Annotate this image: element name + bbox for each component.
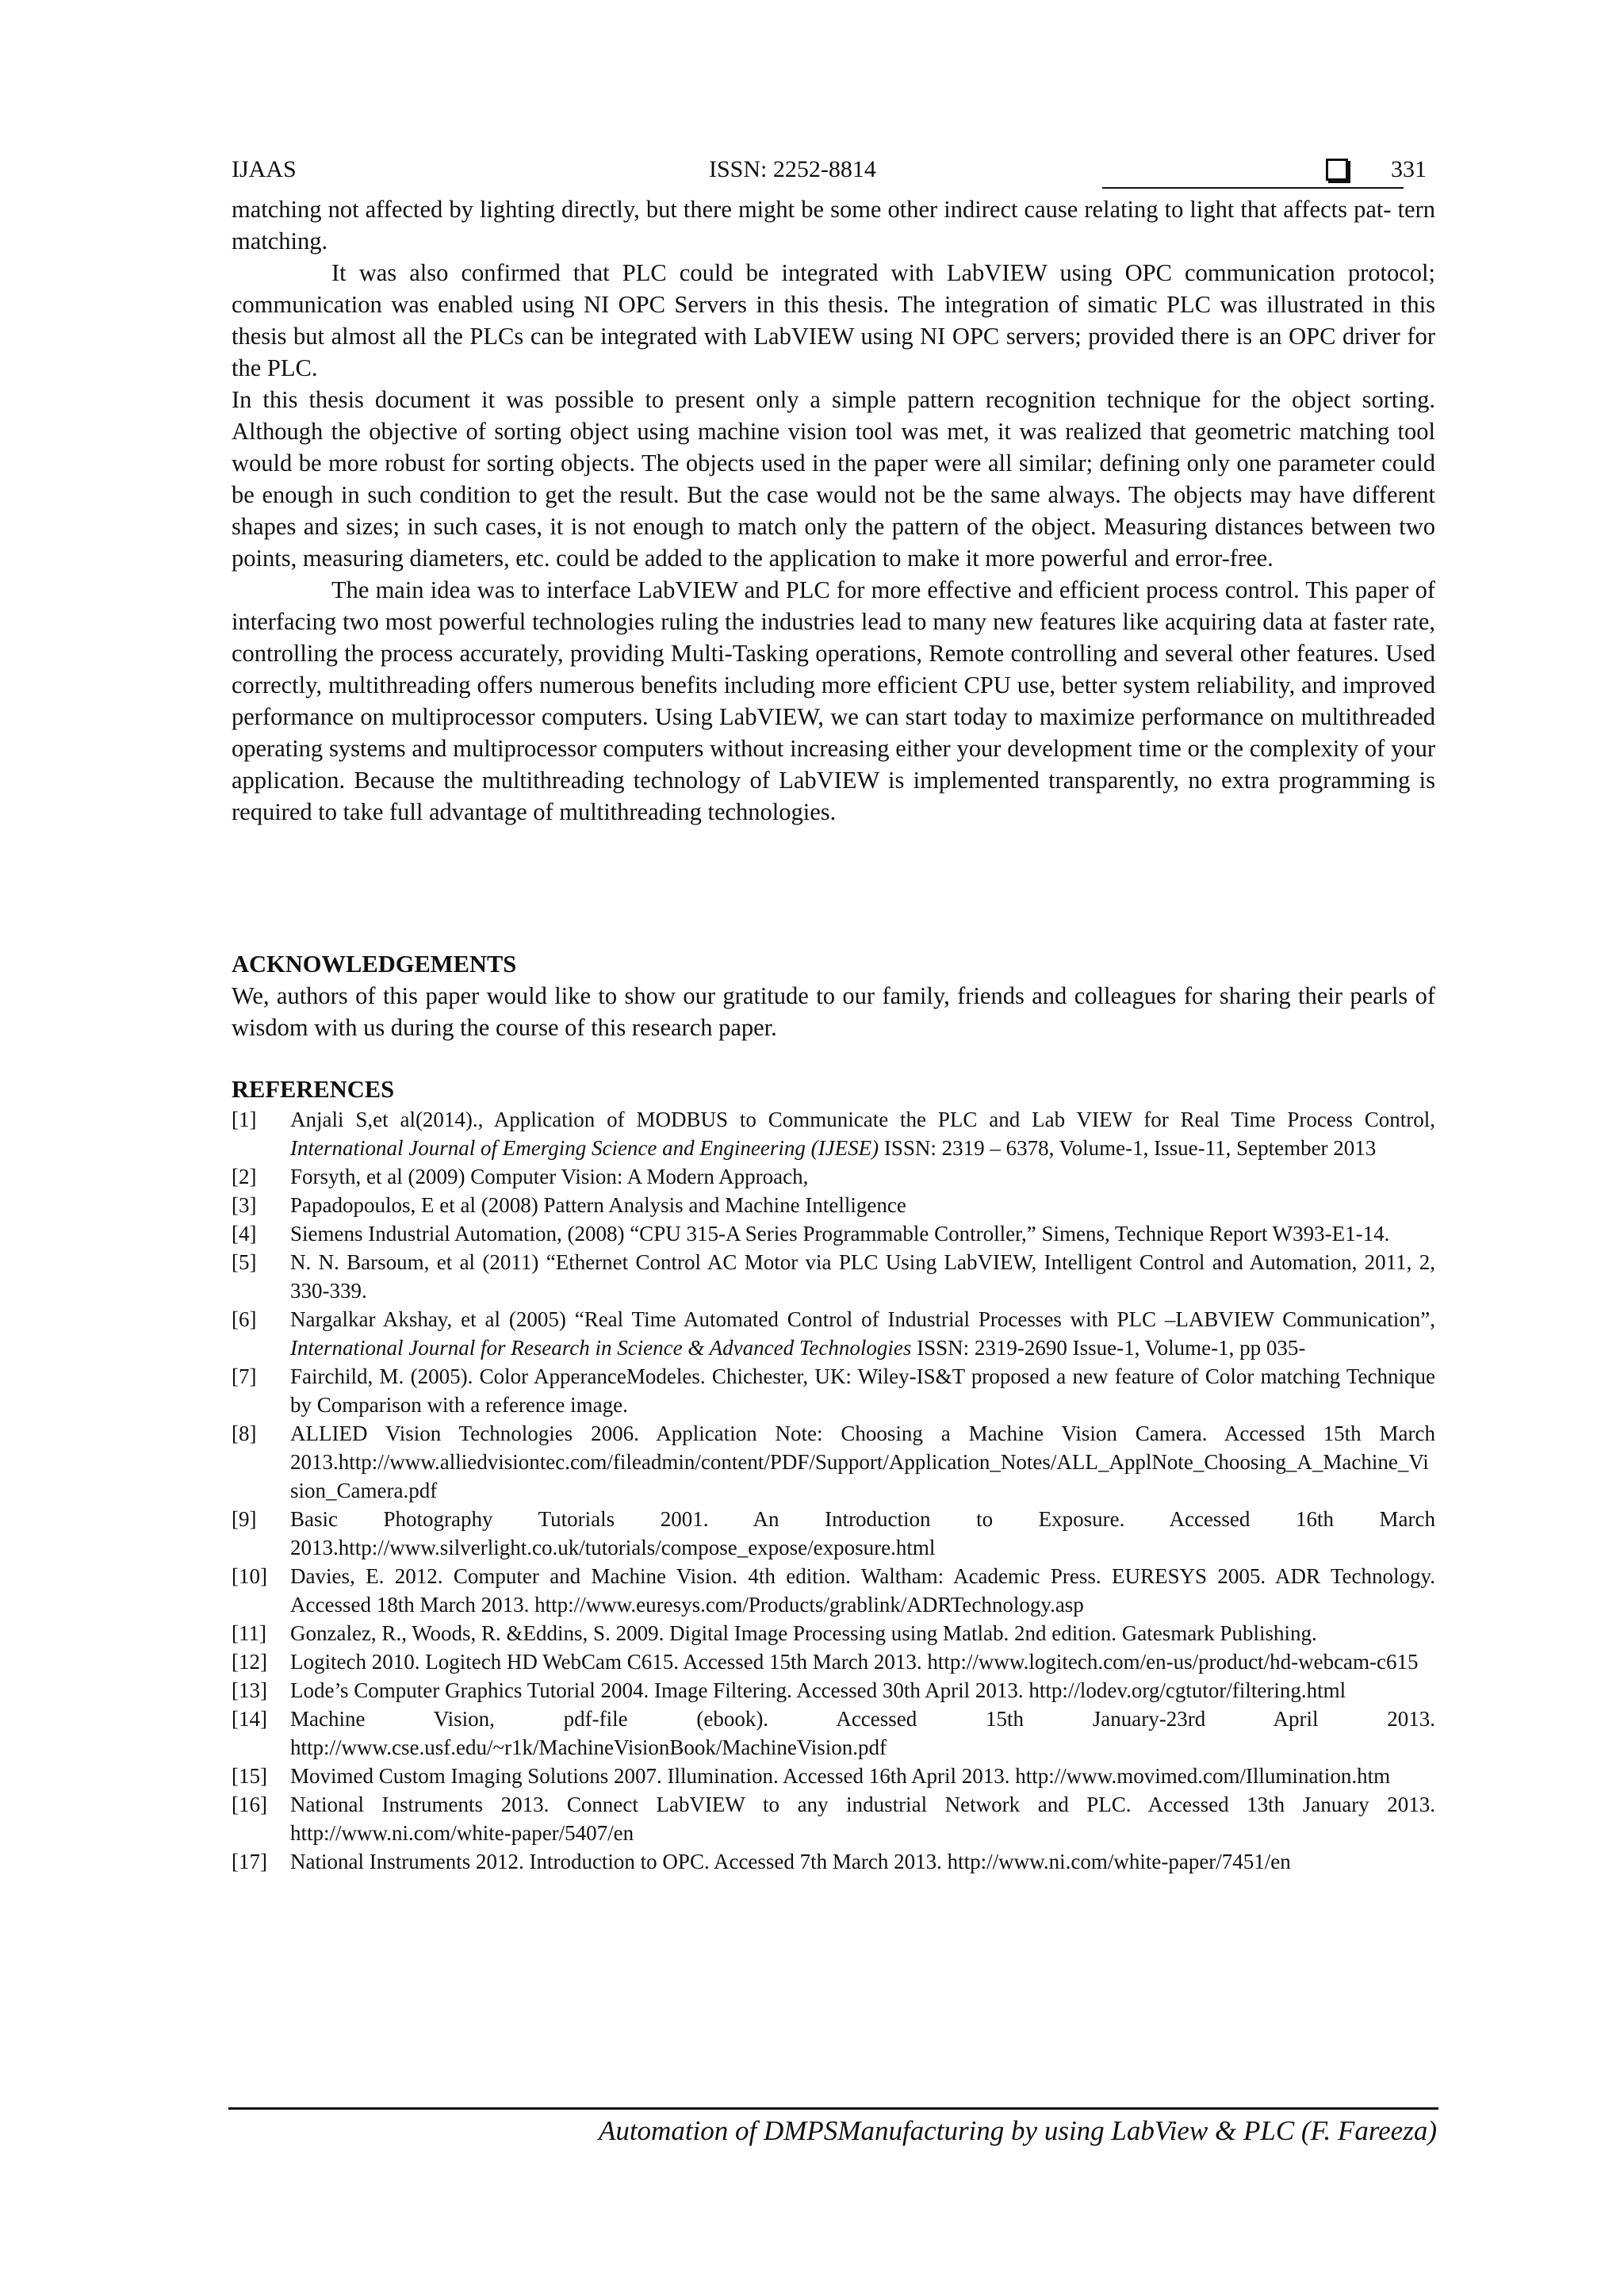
- reference-number: [7]: [232, 1364, 257, 1388]
- reference-text: [290, 1505, 1435, 1562]
- reference-text-main: ALLIED Vision Technologies 2006. Application Note: Choosing a Machine Vision Camera. Accessed 15th March 2013.http://www.alliedvisiontec.com/fileadmin/content/PDF/Support/Application_Notes/ALL_ApplNote_Choosing_A_Machine_Vision_Camera.pdf: [290, 1422, 1435, 1502]
- reference-number: [4]: [232, 1222, 257, 1246]
- reference-number: [2]: [232, 1165, 257, 1188]
- acknowledgements-text: We, authors of this paper would like to show our gratitude to our family, friends and colleagues for sharing their pearls of wisdom with us during the course of this research paper.: [232, 982, 1435, 1041]
- reference-text-main: Papadopoulos, E et al (2008) Pattern Analysis and Machine Intelligence: [290, 1193, 906, 1217]
- reference-item: [232, 1847, 1435, 1876]
- reference-text-main: Fairchild, M. (2005). Color ApperanceModeles. Chichester, UK: Wiley-IS&T proposed a new feature of Color matching Technique by Comparison with a reference image.: [290, 1364, 1435, 1417]
- reference-text-main: Basic Photography Tutorials 2001. An Introduction to Exposure. Accessed 16th March 2013.http://www.silverlight.co.uk/tutorials/compose_expose/exposure.html: [290, 1507, 1435, 1559]
- reference-text-main: Movimed Custom Imaging Solutions 2007. Illumination. Accessed 16th April 2013. http://www.movimed.com/Illumination.htm: [290, 1764, 1391, 1788]
- reference-text-main: Anjali S,et al(2014)., Application of MODBUS to Communicate the PLC and Lab VIEW for Real Time Process Control,: [290, 1108, 1435, 1131]
- footer-rule: [228, 2107, 1438, 2110]
- reference-journal: International Journal of Emerging Science and Engineering (IJESE): [290, 1136, 879, 1160]
- reference-number: [1]: [232, 1108, 257, 1131]
- reference-text: [290, 1647, 1435, 1676]
- reference-text-tail: ISSN: 2319 – 6378, Volume-1, Issue-11, September 2013: [879, 1136, 1377, 1160]
- reference-text: [290, 1847, 1435, 1876]
- reference-item: [232, 1505, 1435, 1562]
- reference-item: [232, 1162, 1435, 1191]
- reference-number: [11]: [232, 1621, 266, 1645]
- acknowledgements-heading: ACKNOWLEDGEMENTS: [232, 951, 517, 978]
- journal-name: IJAAS: [232, 156, 297, 182]
- reference-text: [290, 1762, 1435, 1790]
- reference-text-main: Gonzalez, R., Woods, R. &Eddins, S. 2009. Digital Image Processing using Matlab. 2nd edition. Gatesmark Publishing.: [290, 1621, 1317, 1645]
- reference-item: [232, 1762, 1435, 1790]
- paragraph-3: In this thesis document it was possible to present only a simple pattern recognition technique for the object sorting. Although the objective of sorting object using machine vision tool was met, it was realized that geometric matching tool would be more robust for sorting objects. The objects used in the paper were all similar; defining only one parameter could be enough in such condition to get the result. But the case would not be the same always. The objects may have different shapes and sizes; in such cases, it is not enough to match only the pattern of the object. Measuring distances between two points, measuring diameters, etc. could be added to the application to make it more powerful and error-free.: [232, 386, 1435, 572]
- reference-number: [17]: [232, 1850, 267, 1873]
- reference-number: [13]: [232, 1678, 267, 1702]
- reference-number: [6]: [232, 1307, 257, 1331]
- reference-text-main: National Instruments 2013. Connect LabVIEW to any industrial Network and PLC. Accessed 13th January 2013. http://www.ni.com/white-paper/5407/en: [290, 1793, 1435, 1845]
- box-icon: [1326, 159, 1348, 181]
- reference-text-tail: ISSN: 2319-2690 Issue-1, Volume-1, pp 035-: [911, 1336, 1306, 1360]
- reference-item: [232, 1647, 1435, 1676]
- paragraph-4: The main idea was to interface LabVIEW and PLC for more effective and efficient process control. This paper of interfacing two most powerful technologies ruling the industries lead to many new features like acquiring data at faster rate, controlling the process accurately, providing Multi-Tasking operations, Remote controlling and several other features. Used correctly, multithreading offers numerous benefits including more efficient CPU use, better system reliability, and improved performance on multiprocessor computers. Using LabVIEW, we can start today to maximize performance on multithreaded operating systems and multiprocessor computers without increasing either your development time or the complexity of your application. Because the multithreading technology of LabVIEW is implemented transparently, no extra programming is required to take full advantage of multithreading technologies.: [232, 576, 1435, 825]
- reference-text: [290, 1362, 1435, 1419]
- reference-item: [232, 1191, 1435, 1219]
- reference-number: [16]: [232, 1793, 267, 1816]
- reference-item: [232, 1305, 1435, 1362]
- page-header: [232, 151, 1437, 189]
- reference-number: [14]: [232, 1707, 267, 1731]
- references-list: [232, 1105, 1435, 1876]
- reference-text-main: Davies, E. 2012. Computer and Machine Vision. 4th edition. Waltham: Academic Press. EURESYS 2005. ADR Technology. Accessed 18th March 2013. http://www.euresys.com/Products/grablink/ADRTechnology.asp: [290, 1564, 1435, 1617]
- reference-number: [9]: [232, 1507, 257, 1531]
- page-number: 331: [1391, 156, 1427, 182]
- reference-number: [8]: [232, 1422, 257, 1445]
- reference-text-main: Machine Vision, pdf-file (ebook). Accessed 15th January-23rd April 2013. http://www.cse.usf.edu/~r1k/MachineVisionBook/MachineVision.pdf: [290, 1707, 1435, 1759]
- issn: ISSN: 2252-8814: [709, 156, 876, 182]
- reference-item: [232, 1676, 1435, 1705]
- reference-number: [10]: [232, 1564, 267, 1588]
- reference-text-main: Nargalkar Akshay, et al (2005) “Real Time Automated Control of Industrial Processes with PLC –LABVIEW Communication”,: [290, 1307, 1435, 1331]
- reference-item: [232, 1362, 1435, 1419]
- reference-text: [290, 1619, 1435, 1647]
- reference-text: [290, 1162, 1435, 1191]
- reference-number: [15]: [232, 1764, 267, 1788]
- reference-text-main: National Instruments 2012. Introduction to OPC. Accessed 7th March 2013. http://www.ni.com/white-paper/7451/en: [290, 1850, 1291, 1873]
- reference-item: [232, 1562, 1435, 1619]
- reference-text-main: N. N. Barsoum, et al (2011) “Ethernet Control AC Motor via PLC Using LabVIEW, Intelligent Control and Automation, 2011, 2, 330-339.: [290, 1250, 1435, 1303]
- reference-text: [290, 1562, 1435, 1619]
- reference-item: [232, 1248, 1435, 1305]
- reference-text: [290, 1790, 1435, 1847]
- header-rule: [1102, 187, 1404, 189]
- paragraph-2: It was also confirmed that PLC could be integrated with LabVIEW using OPC communication protocol; communication was enabled using NI OPC Servers in this thesis. The integration of simatic PLC was illustrated in this thesis but almost all the PLCs can be integrated with LabVIEW using NI OPC servers; provided there is an OPC driver for the PLC.: [232, 259, 1435, 381]
- running-footer: Automation of DMPSManufacturing by using LabView & PLC (F. Fareeza): [598, 2115, 1437, 2146]
- reference-item: [232, 1705, 1435, 1762]
- references-heading: REFERENCES: [232, 1076, 395, 1103]
- reference-text: [290, 1419, 1435, 1505]
- paragraph-1: matching not affected by lighting directly, but there might be some other indirect cause relating to light that affects pat- tern matching.: [232, 196, 1435, 254]
- reference-text-main: Logitech 2010. Logitech HD WebCam C615. Accessed 15th March 2013. http://www.logitech.com/en-us/product/hd-webcam-c615: [290, 1650, 1419, 1674]
- reference-text: [290, 1305, 1435, 1362]
- reference-text-main: Siemens Industrial Automation, (2008) “CPU 315-A Series Programmable Controller,” Simens, Technique Report W393-E1-14.: [290, 1222, 1390, 1246]
- reference-text: [290, 1105, 1435, 1162]
- reference-item: [232, 1105, 1435, 1162]
- reference-number: [5]: [232, 1250, 257, 1274]
- reference-text-main: Lode’s Computer Graphics Tutorial 2004. Image Filtering. Accessed 30th April 2013. http://lodev.org/cgtutor/filtering.html: [290, 1678, 1346, 1702]
- reference-text: [290, 1705, 1435, 1762]
- reference-text: [290, 1191, 1435, 1219]
- reference-text: [290, 1248, 1435, 1305]
- reference-number: [12]: [232, 1650, 267, 1674]
- reference-text: [290, 1219, 1435, 1248]
- reference-item: [232, 1790, 1435, 1847]
- reference-item: [232, 1419, 1435, 1505]
- reference-journal: International Journal for Research in Science & Advanced Technologies: [290, 1336, 912, 1360]
- body-text: [232, 193, 1435, 828]
- reference-number: [3]: [232, 1193, 257, 1217]
- reference-item: [232, 1219, 1435, 1248]
- reference-item: [232, 1619, 1435, 1647]
- reference-text-main: Forsyth, et al (2009) Computer Vision: A Modern Approach,: [290, 1165, 809, 1188]
- reference-text: [290, 1676, 1435, 1705]
